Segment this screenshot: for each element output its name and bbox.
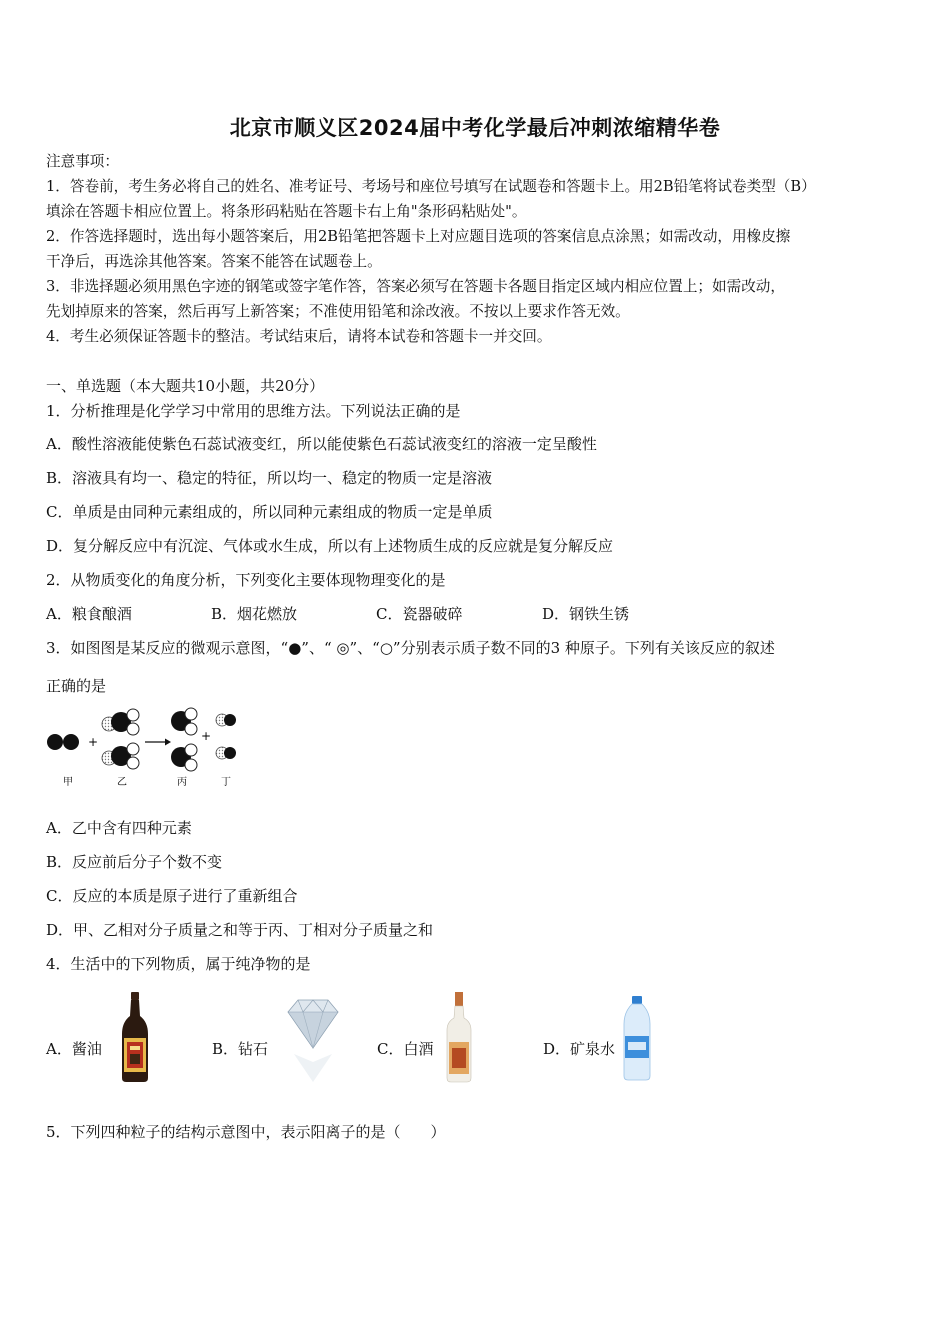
label-jia: 甲 — [63, 777, 73, 788]
question-4-option-d: D．矿泉水 — [543, 1040, 616, 1058]
section-heading: 一、单选题（本大题共10小题，共20分） — [46, 377, 325, 395]
note-line: 3．非选择题必须用黑色字迹的钢笔或签字笔作答，答案必须写在答题卡各题目指定区域内相应位置上；如需改动， — [46, 278, 785, 295]
soy-sauce-bottle-icon — [118, 990, 152, 1085]
question-2-option-d: D．钢铁生锈 — [542, 605, 630, 623]
question-5-stem: 5．下列四种粒子的结构示意图中，表示阳离子的是（ ） — [46, 1123, 446, 1141]
note-line: 4．考生必须保证答题卡的整洁。考试结束后，请将本试卷和答题卡一并交回。 — [46, 328, 552, 345]
question-4-option-b: B．钻石 — [212, 1040, 269, 1058]
question-3-stem: 3．如图图是某反应的微观示意图，“●”、“ ◎”、“○”分别表示质子数不同的3 种原子。下列有关该反应的叙述 — [46, 639, 775, 657]
question-1-option-c: C．单质是由同种元素组成的，所以同种元素组成的物质一定是单质 — [46, 503, 493, 521]
note-line: 干净后，再选涂其他答案。答案不能答在试题卷上。 — [46, 253, 382, 270]
water-bottle-icon — [620, 990, 654, 1085]
question-3-option-d: D．甲、乙相对分子质量之和等于丙、丁相对分子质量之和 — [46, 921, 434, 939]
question-3-option-a: A．乙中含有四种元素 — [46, 819, 192, 837]
question-3-option-c: C．反应的本质是原子进行了重新组合 — [46, 887, 298, 905]
note-line: 填涂在答题卡相应位置上。将条形码粘贴在答题卡右上角"条形码粘贴处"。 — [46, 203, 527, 220]
molecule-jia — [47, 734, 79, 750]
question-2-option-b: B．烟花燃放 — [211, 605, 298, 623]
diamond-icon — [280, 990, 346, 1085]
molecule-yi — [102, 709, 139, 769]
question-2-options — [46, 604, 746, 624]
question-2-option-a: A．粮食酿酒 — [46, 605, 132, 623]
molecule-bing — [171, 708, 197, 771]
notes-heading: 注意事项： — [46, 153, 119, 170]
page-title: 北京市顺义区2024届中考化学最后冲刺浓缩精华卷 — [229, 116, 721, 140]
plus-sign: + — [201, 729, 212, 743]
liquor-bottle-icon — [444, 990, 474, 1085]
question-4-option-c: C．白酒 — [377, 1040, 434, 1058]
arrow-icon — [145, 739, 171, 746]
question-1-option-b: B．溶液具有均一、稳定的特征，所以均一、稳定的物质一定是溶液 — [46, 469, 493, 487]
note-line: 先划掉原来的答案，然后再写上新答案；不准使用铅笔和涂改液。不按以上要求作答无效。 — [46, 303, 630, 320]
question-3-option-b: B．反应前后分子个数不变 — [46, 853, 223, 871]
reaction-diagram — [44, 704, 244, 790]
question-1-stem: 1．分析推理是化学学习中常用的思维方法。下列说法正确的是 — [46, 402, 461, 420]
question-4-option-a: A．酱油 — [46, 1040, 102, 1058]
question-1-option-d: D．复分解反应中有沉淀、气体或水生成，所以有上述物质生成的反应就是复分解反应 — [46, 537, 614, 555]
label-bing: 丙 — [177, 777, 187, 788]
question-2-option-c: C．瓷器破碎 — [376, 605, 463, 623]
plus-sign: + — [88, 735, 99, 749]
note-line: 1．答卷前，考生务必将自己的姓名、准考证号、考场号和座位号填写在试题卷和答题卡上。用2B铅笔将试卷类型（B） — [46, 178, 816, 195]
question-4-stem: 4．生活中的下列物质，属于纯净物的是 — [46, 955, 311, 973]
question-1-option-a: A．酸性溶液能使紫色石蕊试液变红，所以能使紫色石蕊试液变红的溶液一定呈酸性 — [46, 435, 597, 453]
question-2-stem: 2．从物质变化的角度分析，下列变化主要体现物理变化的是 — [46, 571, 446, 589]
label-yi: 乙 — [117, 777, 127, 788]
molecule-ding — [216, 714, 236, 759]
note-line: 2．作答选择题时，选出每小题答案后，用2B铅笔把答题卡上对应题目选项的答案信息点涂黑；如需改动，用橡皮擦 — [46, 228, 791, 245]
label-ding: 丁 — [221, 777, 231, 788]
question-3-stem-cont: 正确的是 — [46, 677, 107, 695]
